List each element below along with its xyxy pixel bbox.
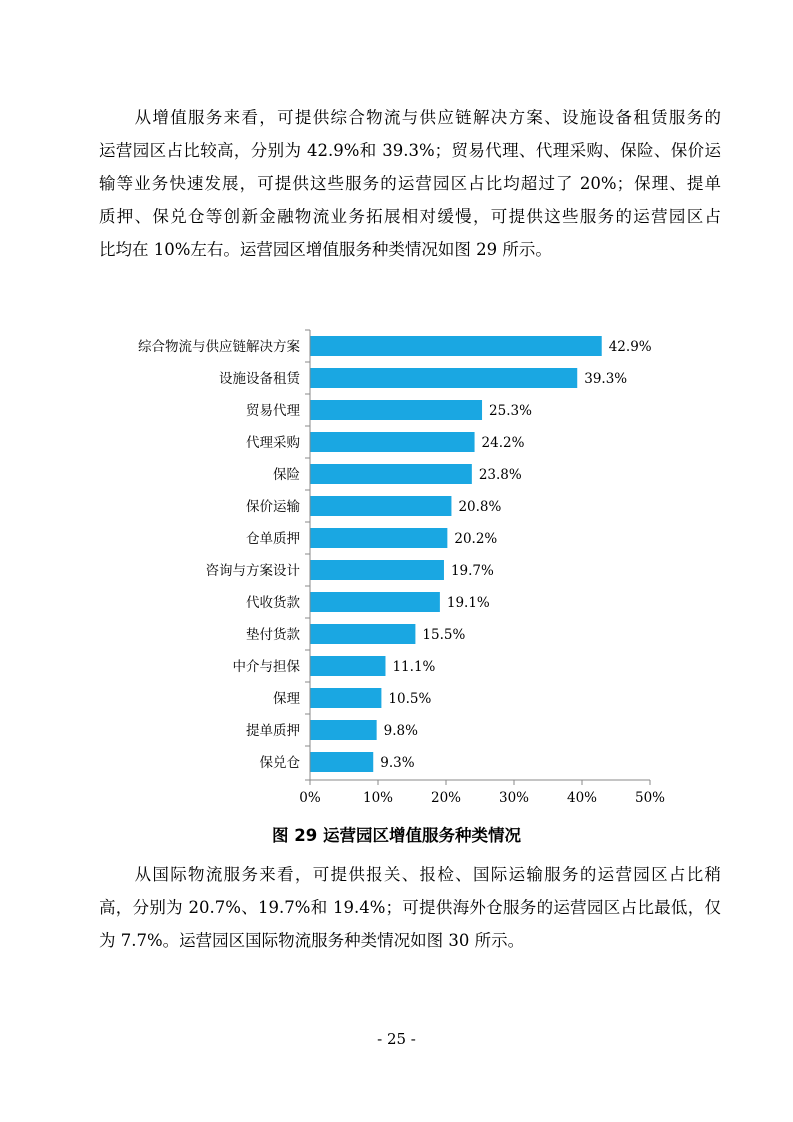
paragraph-line: 从增值服务来看，可提供综合物流与供应链解决方案、设施设备租赁服务的 <box>99 108 721 127</box>
category-label: 贸易代理 <box>246 403 300 419</box>
paragraph-line: 输等业务快速发展，可提供这些服务的运营园区占比均超过了 20%；保理、提单 <box>99 174 721 193</box>
data-label: 39.3% <box>584 371 628 387</box>
category-label: 仓单质押 <box>246 531 300 547</box>
data-label: 20.8% <box>458 499 502 515</box>
data-label: 10.5% <box>388 691 432 707</box>
bar <box>310 656 385 676</box>
paragraph-line: 质押、保兑仓等创新金融物流业务拓展相对缓慢，可提供这些服务的运营园区占 <box>99 207 721 226</box>
paragraph-line: 从国际物流服务来看，可提供报关、报检、国际运输服务的运营园区占比稍 <box>99 865 721 884</box>
category-label: 垫付货款 <box>246 627 300 643</box>
x-tick-label: 20% <box>430 790 462 805</box>
category-label: 保理 <box>273 691 300 707</box>
data-label: 9.3% <box>380 755 415 771</box>
paragraph-2 <box>99 858 721 957</box>
bar <box>310 464 472 484</box>
x-tick-label: 40% <box>566 790 598 805</box>
category-label: 代理采购 <box>246 435 300 451</box>
category-label: 综合物流与供应链解决方案 <box>138 339 300 355</box>
bar <box>310 400 482 420</box>
x-tick-label: 0% <box>299 790 321 805</box>
paragraph-line: 运营园区占比较高，分别为 42.9%和 39.3%；贸易代理、代理采购、保险、保价运 <box>99 141 721 160</box>
category-label: 提单质押 <box>246 723 300 739</box>
data-label: 42.9% <box>608 339 652 355</box>
bar <box>310 336 602 356</box>
data-label: 24.2% <box>481 435 525 451</box>
bar <box>310 592 440 612</box>
category-label: 代收货款 <box>246 595 300 611</box>
x-tick-label: 30% <box>498 790 530 805</box>
category-label: 保价运输 <box>246 499 300 515</box>
x-tick-label: 50% <box>634 790 666 805</box>
category-label: 咨询与方案设计 <box>205 563 300 579</box>
paragraph-line: 高，分别为 20.7%、19.7%和 19.4%；可提供海外仓服务的运营园区占比最低，仅 <box>99 898 721 917</box>
page-number: - 25 - <box>377 1030 416 1048</box>
bar-chart <box>0 325 793 805</box>
bar <box>310 368 577 388</box>
data-label: 9.8% <box>383 723 418 739</box>
category-label: 保兑仓 <box>259 755 300 771</box>
data-label: 23.8% <box>478 467 522 483</box>
data-label: 19.1% <box>446 595 490 611</box>
bar <box>310 496 451 516</box>
figure-caption: 图 29 运营园区增值服务种类情况 <box>272 826 521 845</box>
bar <box>310 624 415 644</box>
x-tick-label: 10% <box>362 790 394 805</box>
bar <box>310 720 377 740</box>
data-label: 11.1% <box>392 659 436 675</box>
bar <box>310 528 447 548</box>
bar <box>310 688 381 708</box>
data-label: 20.2% <box>454 531 498 547</box>
data-label: 19.7% <box>450 563 494 579</box>
bar <box>310 752 373 772</box>
data-label: 25.3% <box>489 403 532 419</box>
category-label: 中介与担保 <box>232 659 300 675</box>
data-label: 15.5% <box>422 627 466 643</box>
bar <box>310 432 475 452</box>
category-label: 保险 <box>273 467 300 483</box>
paragraph-line: 比均在 10%左右。运营园区增值服务种类情况如图 29 所示。 <box>99 240 552 259</box>
paragraph-1 <box>99 101 721 266</box>
bar <box>310 560 444 580</box>
paragraph-line: 为 7.7%。运营园区国际物流服务种类情况如图 30 所示。 <box>99 931 525 950</box>
category-label: 设施设备租赁 <box>219 371 300 387</box>
